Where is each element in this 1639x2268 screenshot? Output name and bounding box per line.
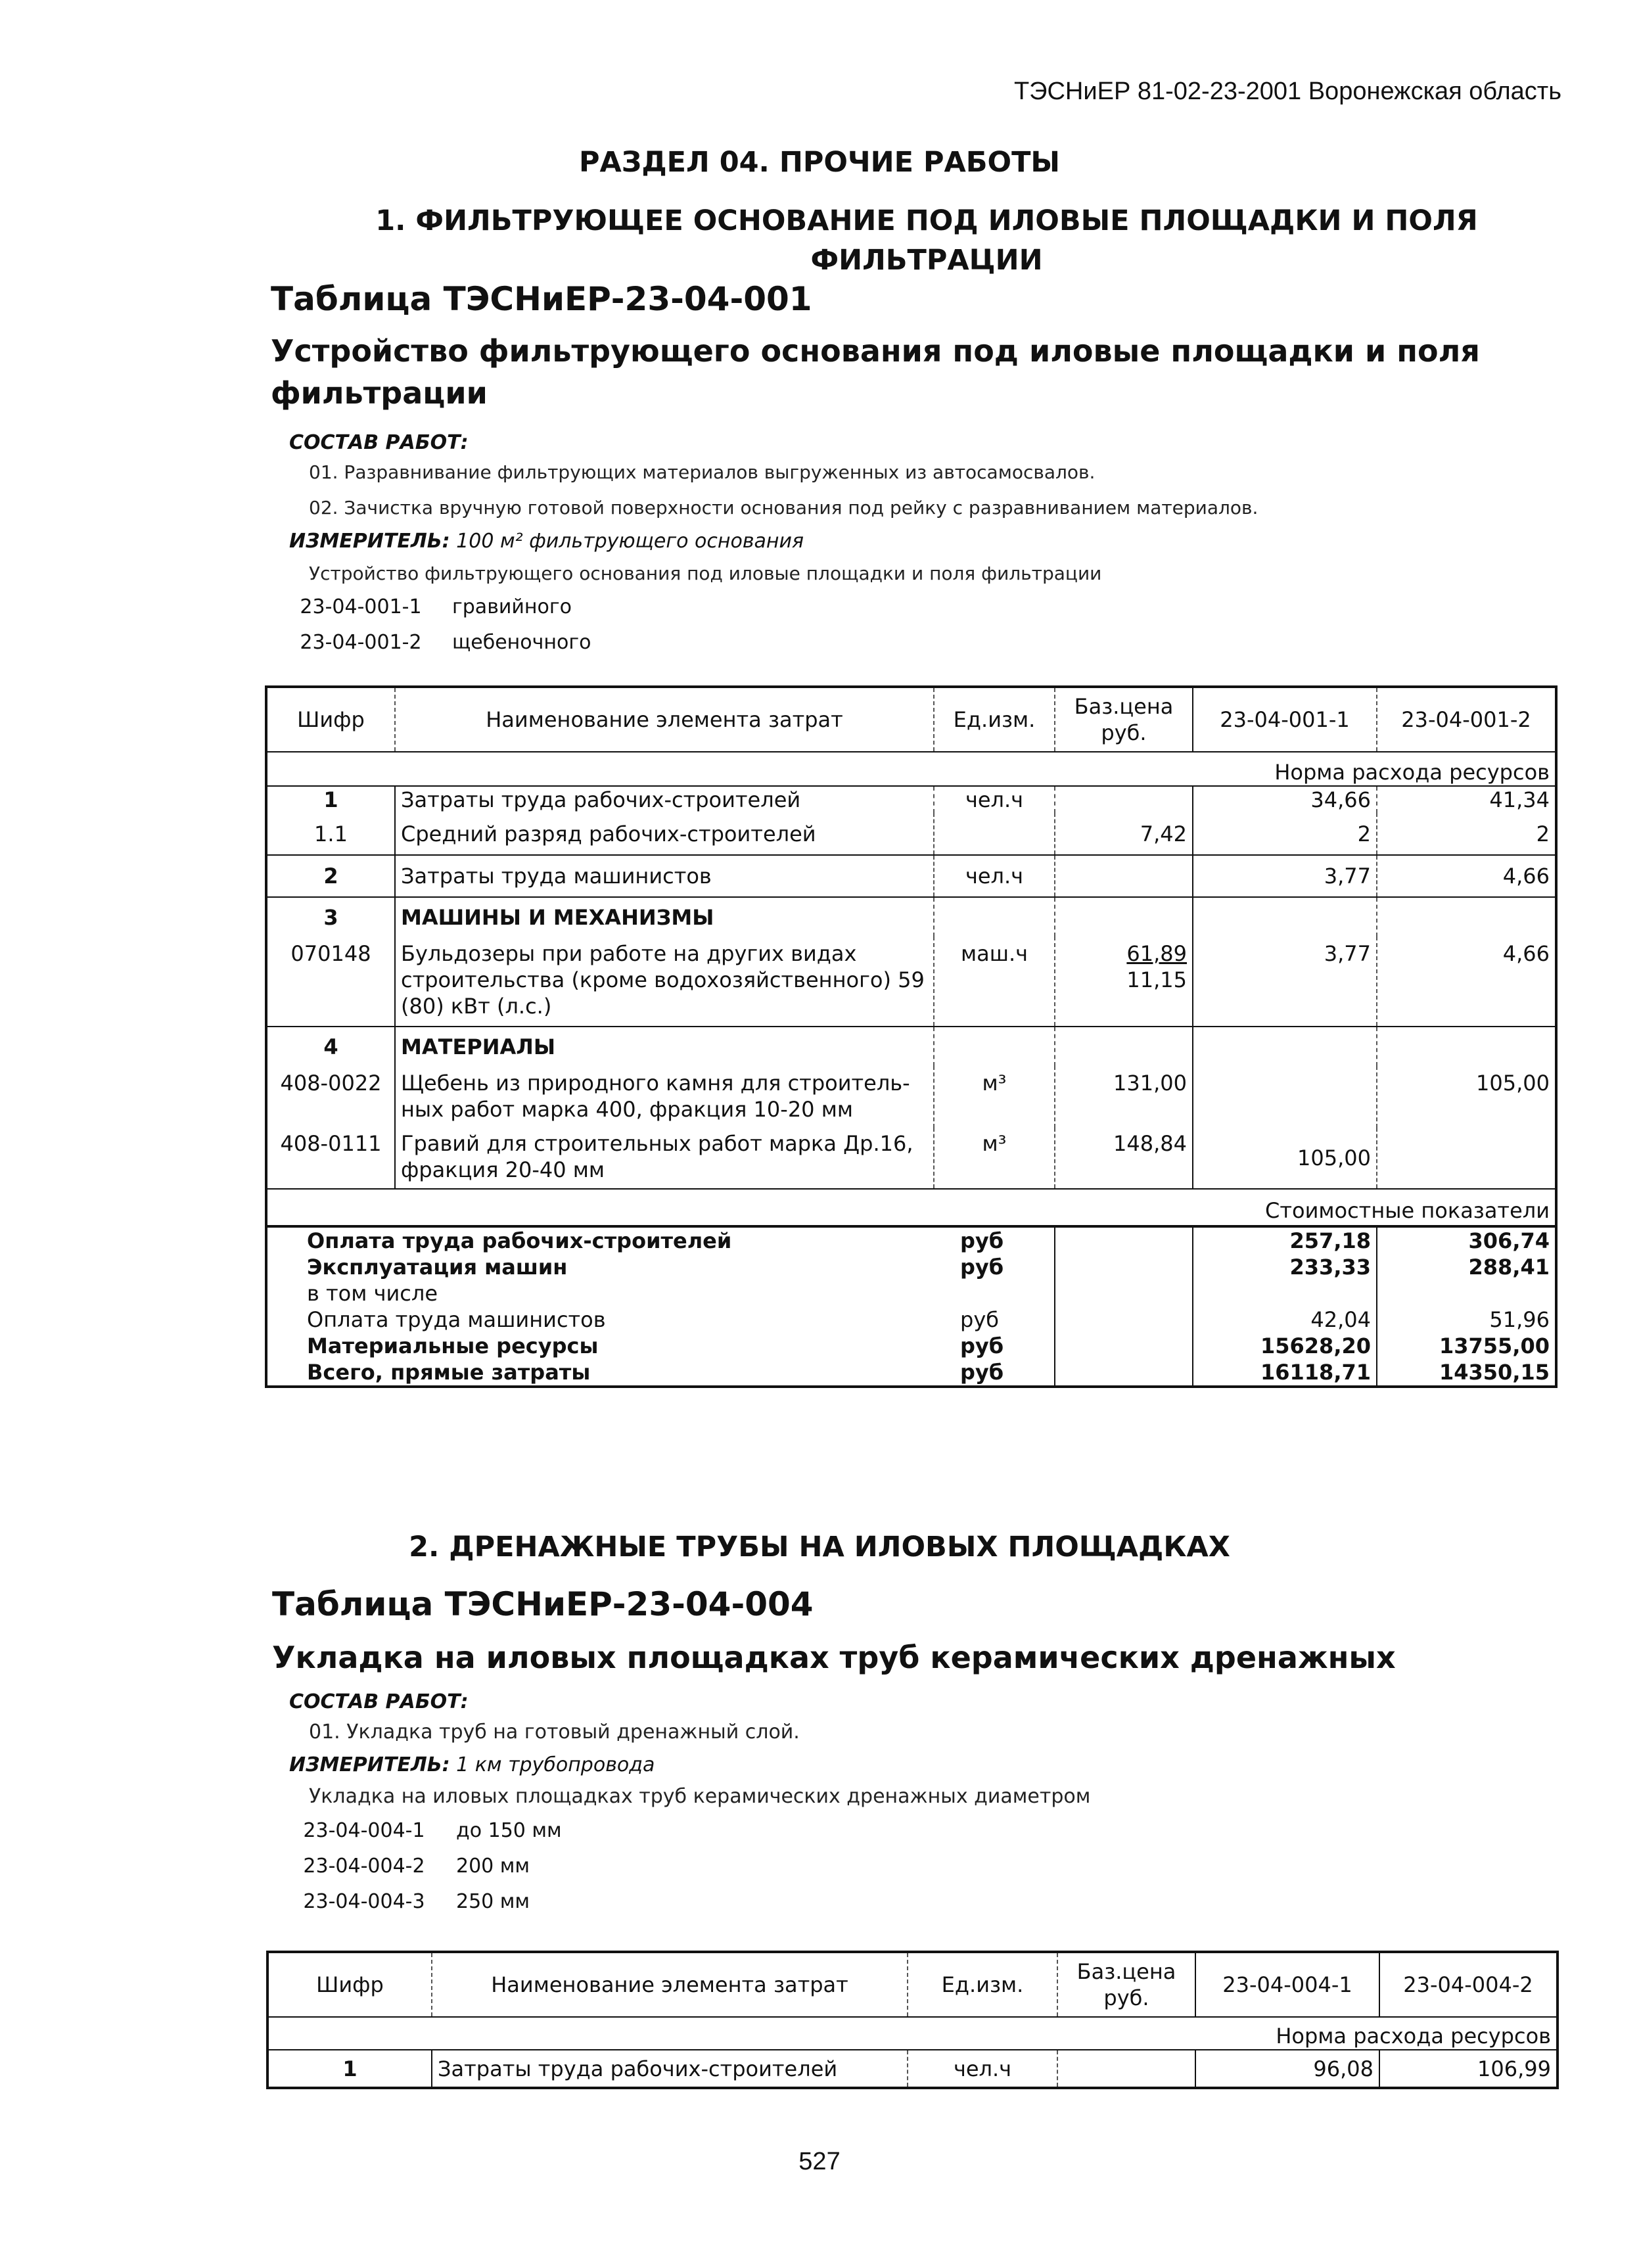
norma-label: Норма расхода ресурсов — [1274, 760, 1550, 785]
part1-work-2: 02. Зачистка вручную готовой поверхности основания под рейку с разравниванием материалов. — [309, 497, 1258, 519]
part1-sostav-label: СОСТАВ РАБОТ: — [289, 431, 469, 454]
section-title: РАЗДЕЛ 04. ПРОЧИЕ РАБОТЫ — [579, 146, 1060, 179]
th-name: Наименование элемента затрат — [395, 687, 934, 752]
cost-row: в том числе — [266, 1280, 1556, 1307]
table-row: 1.1 Средний разряд рабочих-строителей 7,42 2 2 — [266, 813, 1556, 855]
part1-table — [265, 685, 1558, 1388]
part1-title: Устройство фильтрующего основания под иловые площадки и поля фильтрации — [271, 333, 1480, 411]
th-code: Шифр — [316, 1972, 384, 1997]
cost-row: Всего, прямые затраты руб 16118,71 14350,15 — [266, 1359, 1556, 1387]
table-row: 1 Затраты труда рабочих-строителей чел.ч 34,66 41,34 — [266, 786, 1556, 813]
table-row: 408-0022 Щебень из природного камня для строитель-ных работ марка 400, фракция 10-20 мм м³ 131,00 105,00 — [266, 1066, 1556, 1128]
table-row: 3 МАШИНЫ И МЕХАНИЗМЫ — [266, 897, 1556, 937]
table-row: 408-0111 Гравий для строительных работ марка Др.16, фракция 20-40 мм м³ 148,84 105,00 — [266, 1128, 1556, 1189]
cost-label: Стоимостные показатели — [1265, 1198, 1550, 1223]
part2-sostav-label: СОСТАВ РАБОТ: — [289, 1690, 469, 1713]
th-name: Наименование элемента затрат — [432, 1952, 908, 2017]
norma-label: Норма расхода ресурсов — [1276, 2024, 1551, 2048]
part1-heading: 1. ФИЛЬТРУЮЩЕЕ ОСНОВАНИЕ ПОД ИЛОВЫЕ ПЛОЩАДКИ И ПОЛЯ ФИЛЬТРАЦИИ — [375, 204, 1478, 277]
code-line: 23-04-004-1 до 150 мм — [303, 1819, 562, 1842]
cost-row: Оплата труда машинистов руб 42,04 51,96 — [266, 1307, 1556, 1333]
part1-izmeritel — [289, 530, 804, 553]
table-row: 2 Затраты труда машинистов чел.ч 3,77 4,66 — [266, 855, 1556, 897]
part2-title: Укладка на иловых площадках труб керамических дренажных — [272, 1640, 1396, 1675]
part1-table-name: Таблица ТЭСНиЕР-23-04-001 — [271, 280, 812, 318]
part2-work-1: 01. Укладка труб на готовый дренажный слой. — [309, 1721, 800, 1744]
code-line: 23-04-004-2 200 мм — [303, 1855, 530, 1878]
th-col1: 23-04-001-1 — [1193, 687, 1377, 752]
part2-table — [266, 1951, 1559, 2089]
table-row: 070148 Бульдозеры при работе на других видах строительства (кроме водохозяйственного) 59 (80) кВт (л.с.) маш.ч 61,89 11,15 3,77 4,66 — [266, 937, 1556, 1027]
code-line: 23-04-001-2 щебеночного — [300, 631, 591, 654]
th-unit: Ед.изм. — [934, 687, 1055, 752]
part2-codes — [272, 1819, 562, 1926]
th-code: Шифр — [297, 707, 365, 732]
part2-izmeritel-label: ИЗМЕРИТЕЛЬ: — [289, 1753, 450, 1776]
part1-izmeritel-value: 100 м² фильтрующего основания — [456, 530, 804, 553]
th-col2: 23-04-001-2 — [1377, 687, 1556, 752]
code-line: 23-04-001-1 гравийного — [300, 595, 572, 618]
cost-row: Материальные ресурсы руб 15628,20 13755,00 — [266, 1333, 1556, 1359]
part2-heading: 2. ДРЕНАЖНЫЕ ТРУБЫ НА ИЛОВЫХ ПЛОЩАДКАХ — [409, 1531, 1230, 1563]
code-line: 23-04-004-3 250 мм — [303, 1890, 530, 1913]
part2-description: Укладка на иловых площадках труб керамических дренажных диаметром — [309, 1785, 1091, 1808]
th-unit: Ед.изм. — [908, 1952, 1057, 2017]
part2-izmeritel — [289, 1753, 655, 1776]
part1-izmeritel-label: ИЗМЕРИТЕЛЬ: — [289, 530, 450, 553]
part2-table-name: Таблица ТЭСНиЕР-23-04-004 — [272, 1585, 814, 1623]
th-col1: 23-04-004-1 — [1195, 1952, 1379, 2017]
part1-work-1: 01. Разравнивание фильтрующих материалов выгруженных из автосамосвалов. — [309, 461, 1096, 483]
table-row: 1 Затраты труда рабочих-строителей чел.ч 96,08 106,99 — [267, 2050, 1558, 2088]
th-price: Баз.цена руб. — [1057, 1952, 1195, 2017]
page-number: 527 — [798, 2148, 841, 2175]
cost-row: Эксплуатация машин руб 233,33 288,41 — [266, 1254, 1556, 1280]
th-col2: 23-04-004-2 — [1379, 1952, 1558, 2017]
price-machine: 61,89 — [1126, 941, 1187, 966]
th-price: Баз.цена руб. — [1055, 687, 1193, 752]
part1-description: Устройство фильтрующего основания под иловые площадки и поля фильтрации — [309, 563, 1102, 584]
cost-row: Оплата труда рабочих-строителей руб 257,18 306,74 — [266, 1226, 1556, 1254]
document-header: ТЭСНиЕР 81-02-23-2001 Воронежская область — [1013, 78, 1561, 105]
part1-codes — [269, 595, 591, 666]
part2-izmeritel-value: 1 км трубопровода — [456, 1753, 655, 1776]
price-machinist: 11,15 — [1126, 967, 1187, 992]
table-row: 4 МАТЕРИАЛЫ — [266, 1027, 1556, 1066]
